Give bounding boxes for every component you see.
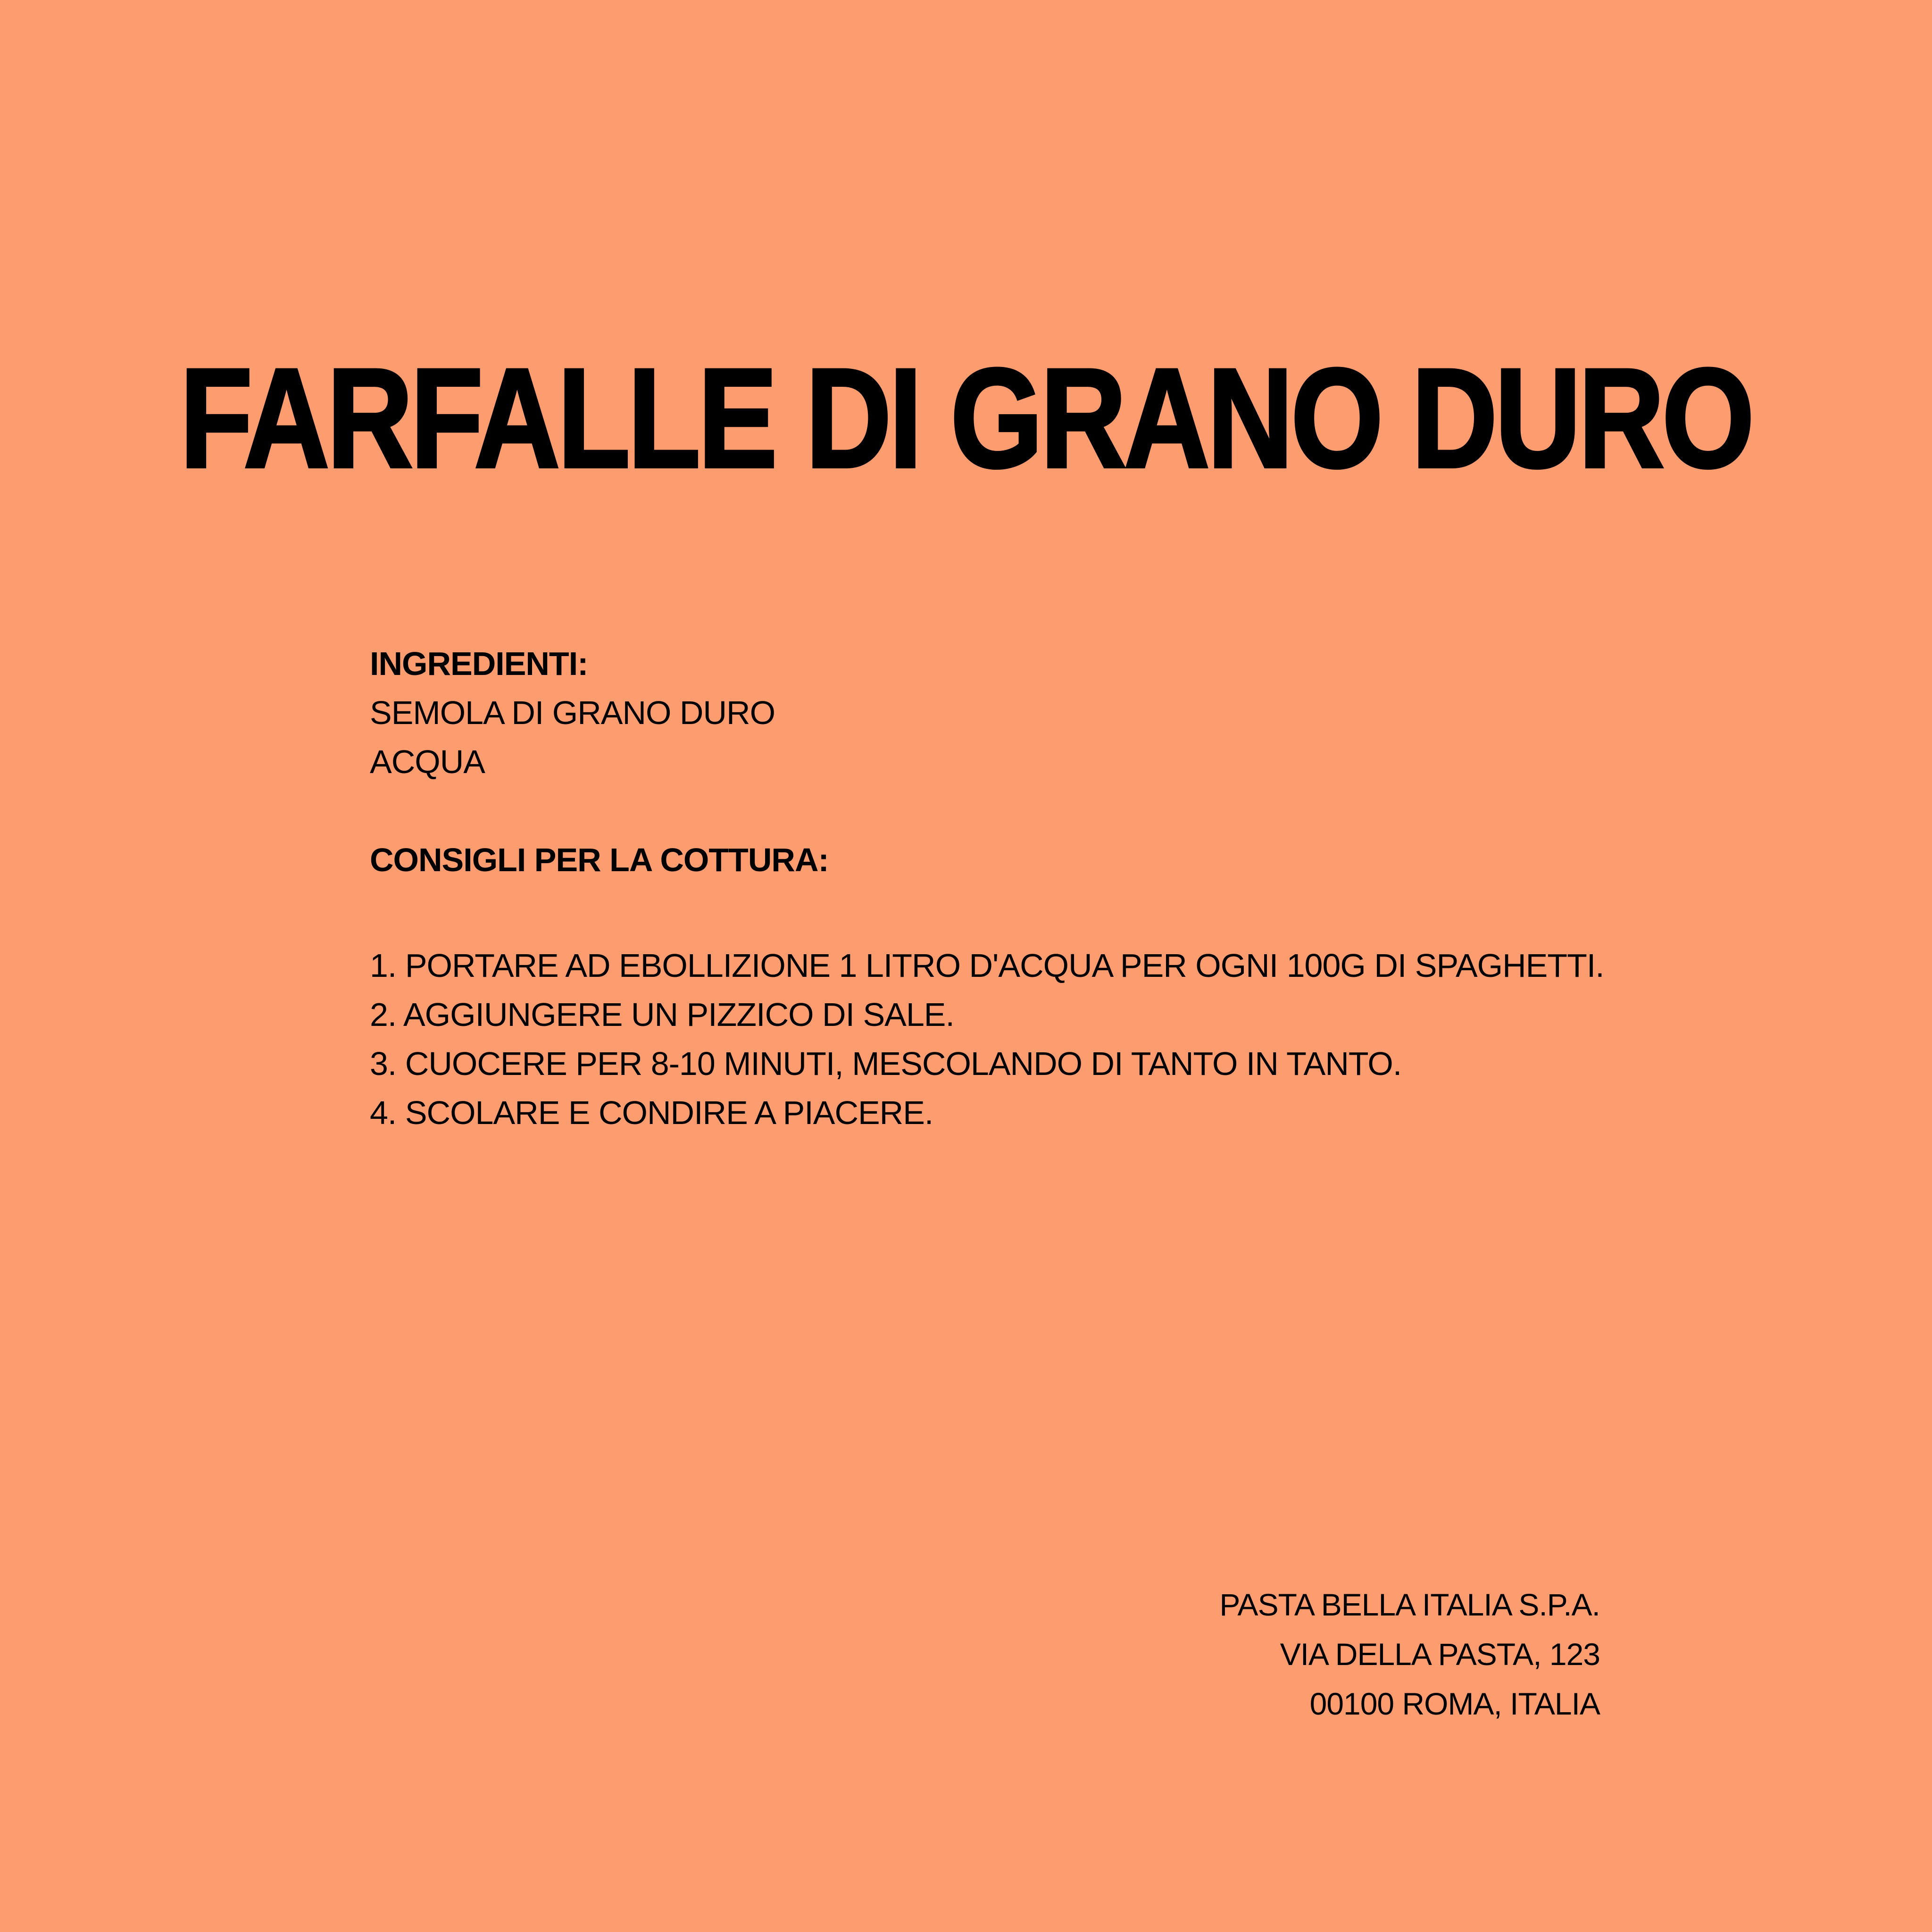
address-street: VIA DELLA PASTA, 123 <box>1280 1637 1600 1672</box>
ingredients-heading: INGREDIENTI: <box>370 645 588 682</box>
label-content <box>370 639 1604 1137</box>
cooking-step: 3. CUOCERE PER 8-10 MINUTI, MESCOLANDO DI TANTO IN TANTO. <box>370 1045 1402 1082</box>
company-name: PASTA BELLA ITALIA S.P.A. <box>1219 1587 1600 1622</box>
ingredient-item: SEMOLA DI GRANO DURO <box>370 694 775 731</box>
cooking-steps <box>370 941 1604 1137</box>
product-title: FARFALLE DI GRANO DURO <box>180 339 1752 497</box>
cooking-heading: CONSIGLI PER LA COTTURA: <box>370 841 829 878</box>
manufacturer-info <box>1219 1580 1600 1729</box>
cooking-step: 4. SCOLARE E CONDIRE A PIACERE. <box>370 1094 933 1131</box>
address-city: 00100 ROMA, ITALIA <box>1309 1686 1600 1721</box>
cooking-step: 2. AGGIUNGERE UN PIZZICO DI SALE. <box>370 996 954 1033</box>
cooking-step: 1. PORTARE AD EBOLLIZIONE 1 LITRO D'ACQUA PER OGNI 100G DI SPAGHETTI. <box>370 947 1604 984</box>
ingredient-item: ACQUA <box>370 743 485 780</box>
